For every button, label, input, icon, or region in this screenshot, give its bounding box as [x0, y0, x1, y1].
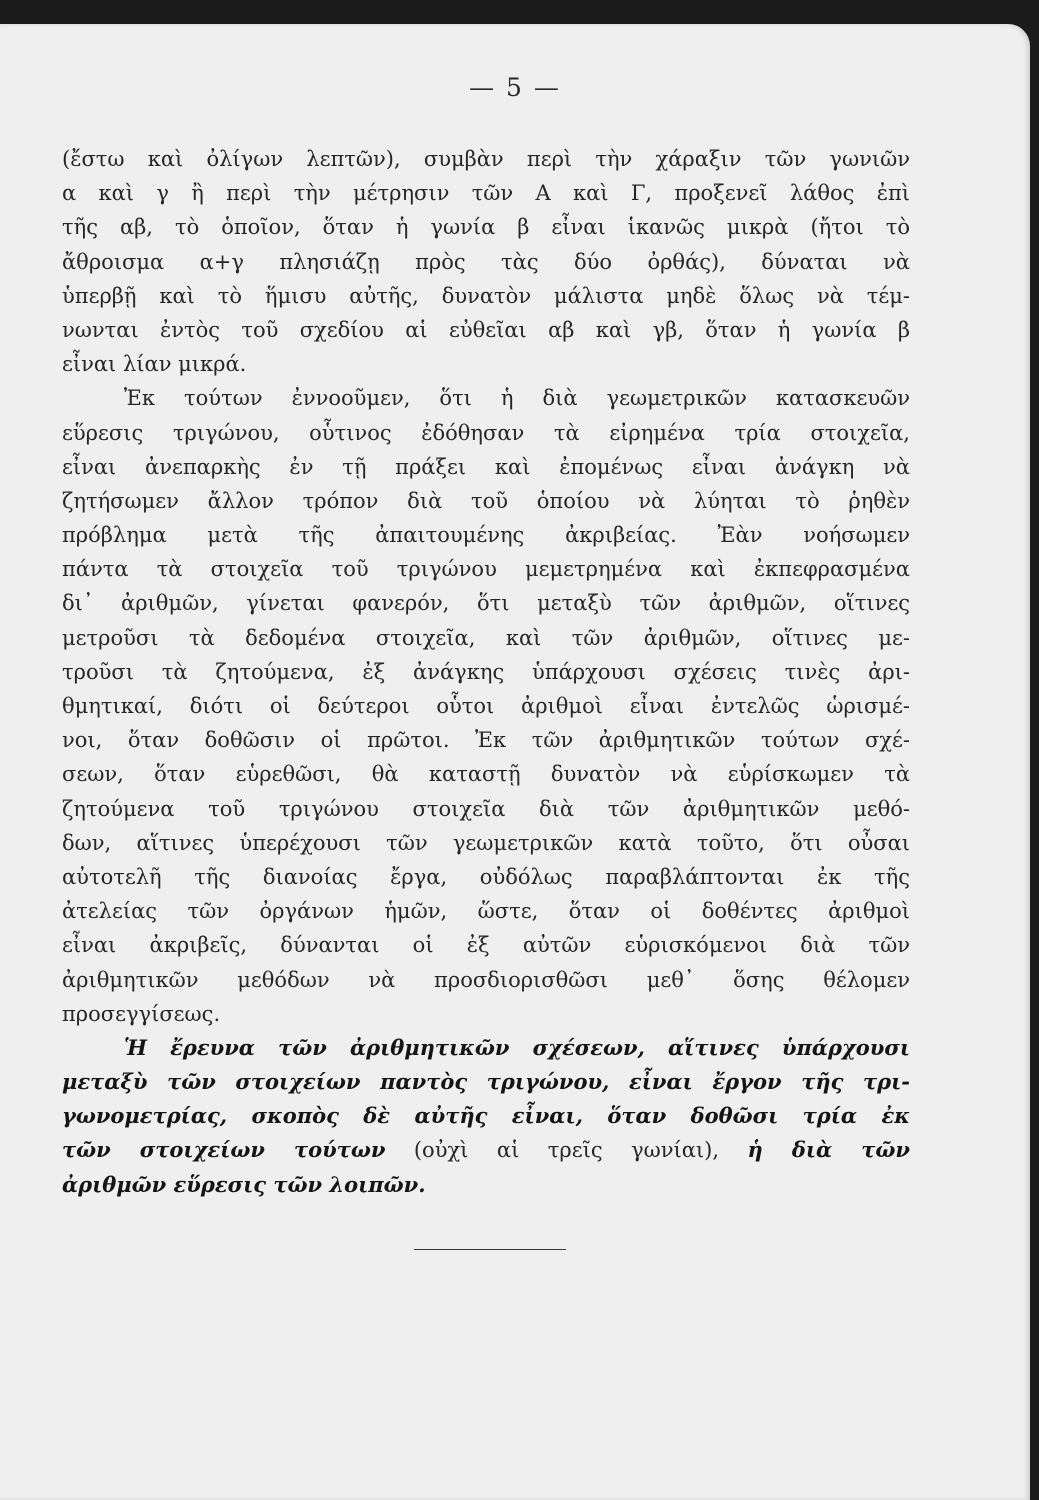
text-line: ἄθροισμα α+γ πλησιάζῃ πρὸς τὰς δύο ὀρθάς), δύναται νὰ — [62, 249, 910, 274]
text-line: πάντα τὰ στοιχεῖα τοῦ τριγώνου μεμετρημένα καὶ ἐκπεφρασμένα — [62, 557, 910, 582]
definition-line: γωνομετρίας, σκοπὸς δὲ αὐτῆς εἶναι, ὅταν δοθῶσι τρία ἐκ — [62, 1103, 910, 1129]
text-line: νωνται ἐντὸς τοῦ σχεδίου αἱ εὐθεῖαι αβ καὶ γβ, ὅταν ἡ γωνία β — [62, 317, 910, 342]
text-line: θμητικαί, διότι οἱ δεύτεροι οὗτοι ἀριθμοὶ εἶναι ἐντελῶς ὡρισμέ- — [62, 694, 910, 718]
text-line: (ἔστω καὶ ὀλίγων λεπτῶν), συμβὰν περὶ τὴν χάραξιν τῶν γωνιῶν — [62, 147, 910, 171]
text-line: α καὶ γ ἢ περὶ τὴν μέτρησιν τῶν Α καὶ Γ, προξενεῖ λάθος ἐπὶ — [62, 181, 910, 206]
section-separator-rule — [414, 1249, 566, 1250]
definition-first-line: Ἡ ἔρευνα τῶν ἀριθμητικῶν σχέσεων, αἵτινες ὑπάρχουσι — [124, 1034, 910, 1060]
text-line: ἀτελείας τῶν ὀργάνων ἡμῶν, ὥστε, ὅταν οἱ δοθέντες ἀριθμοὶ — [62, 899, 910, 924]
definition-parenthetical: (οὐχὶ αἱ τρεῖς γωνίαι), — [385, 1138, 748, 1163]
text-line: τῆς αβ, τὸ ὁποῖον, ὅταν ἡ γωνία β εἶναι ἱκανῶς μικρὰ (ἤτοι τὸ — [62, 215, 910, 240]
definition-line: μεταξὺ τῶν στοιχείων παντὸς τριγώνου, εἶναι ἔργον τῆς τρι- — [62, 1069, 910, 1095]
text-line: ἀριθμητικῶν μεθόδων νὰ προσδιορισθῶσι μεθ᾽ ὅσης θέλομεν — [62, 967, 910, 992]
body-text — [62, 142, 910, 1202]
text-line: αὐτοτελῆ τῆς διανοίας ἔργα, οὐδόλως παραβλάπτονται ἐκ τῆς — [62, 864, 910, 889]
book-page — [0, 24, 1030, 1500]
definition-last-line: ἀριθμῶν εὕρεσις τῶν λοιπῶν. — [62, 1171, 426, 1197]
text-line: ζητούμενα τοῦ τριγώνου στοιχεῖα διὰ τῶν ἀριθμητικῶν μεθό- — [62, 796, 910, 821]
paragraph-first-line: Ἐκ τούτων ἐννοοῦμεν, ὅτι ἡ διὰ γεωμετρικῶν κατασκευῶν — [124, 386, 910, 411]
text-line: εἶναι λίαν μικρά. — [62, 352, 247, 377]
text-line: μετροῦσι τὰ δεδομένα στοιχεῖα, καὶ τῶν ἀριθμῶν, οἵτινες με- — [62, 625, 910, 650]
text-line: νοι, ὅταν δοθῶσιν οἱ πρῶτοι. Ἐκ τῶν ἀριθμητικῶν τούτων σχέ- — [62, 728, 910, 753]
text-line: ζητήσωμεν ἄλλον τρόπον διὰ τοῦ ὁποίου νὰ λύηται τὸ ῥηθὲν — [62, 488, 910, 513]
definition-bold-end: ἡ διὰ τῶν — [747, 1137, 910, 1163]
text-line: πρόβλημα μετὰ τῆς ἀπαιτουμένης ἀκριβείας. Ἐὰν νοήσωμεν — [62, 523, 910, 548]
text-line: ὑπερβῇ καὶ τὸ ἥμισυ αὐτῆς, δυνατὸν μάλιστα μηδὲ ὅλως νὰ τέμ- — [62, 283, 910, 308]
text-line: προσεγγίσεως. — [62, 1001, 221, 1026]
definition-bold-start: τῶν στοιχείων τούτων — [62, 1137, 386, 1163]
text-line: εἶναι ἀκριβεῖς, δύνανται οἱ ἐξ αὐτῶν εὑρισκόμενοι διὰ τῶν — [62, 933, 910, 958]
page-number: — 5 — — [469, 73, 561, 102]
text-line: τροῦσι τὰ ζητούμενα, ἐξ ἀνάγκης ὑπάρχουσι σχέσεις τινὲς ἀρι- — [62, 659, 910, 684]
text-line: εἶναι ἀνεπαρκὴς ἐν τῇ πράξει καὶ ἐπομένως εἶναι ἀνάγκη νὰ — [62, 454, 910, 479]
definition-line-mixed — [62, 1133, 910, 1167]
text-line: εὕρεσις τριγώνου, οὗτινος ἐδόθησαν τὰ εἰρημένα τρία στοιχεῖα, — [62, 420, 910, 445]
text-line: δι᾽ ἀριθμῶν, γίνεται φανερόν, ὅτι μεταξὺ τῶν ἀριθμῶν, οἵτινες — [62, 591, 910, 616]
text-line: σεων, ὅταν εὑρεθῶσι, θὰ καταστῇ δυνατὸν νὰ εὑρίσκωμεν τὰ — [62, 762, 910, 787]
text-line: δων, αἵτινες ὑπερέχουσι τῶν γεωμετρικῶν κατὰ τοῦτο, ὅτι οὖσαι — [62, 830, 910, 855]
